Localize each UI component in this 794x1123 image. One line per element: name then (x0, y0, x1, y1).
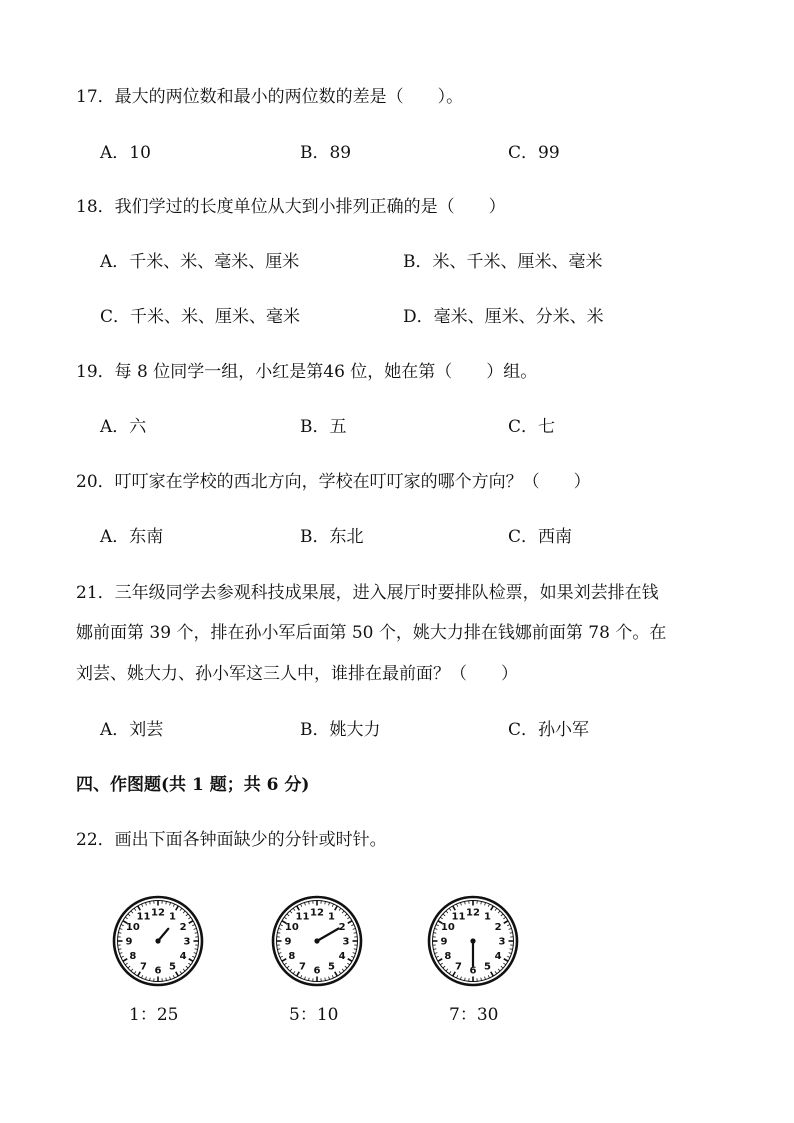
clock-hour-tick (348, 921, 352, 924)
question-20-option-a[interactable]: A．东南 (100, 527, 164, 547)
clock-minute-tick (277, 949, 280, 950)
clock-minute-tick (339, 971, 341, 973)
clock-minute-tick (495, 908, 497, 910)
clock-minute-tick (507, 956, 510, 957)
clock-number: 1 (484, 911, 491, 923)
question-17-stem: 17．最大的两位数和最小的两位数的差是（ ）。 (76, 87, 464, 107)
clock-hour-tick (189, 921, 193, 924)
clock-number: 12 (151, 907, 165, 919)
clock-number: 8 (444, 951, 452, 963)
clock-minute-tick (118, 933, 121, 934)
question-21-option-c[interactable]: C．孙小军 (508, 720, 590, 740)
clock-minute-tick (345, 966, 347, 968)
clock-minute-tick (125, 917, 127, 919)
clock-minute-tick (509, 953, 512, 954)
clock-minute-tick (170, 902, 171, 905)
question-21-stem-line-2: 娜前面第 39 个，排在孙小军后面第 50 个，姚大力排在钱娜前面第 78 个。在 (76, 623, 667, 643)
clock-number: 4 (338, 951, 346, 963)
clock-minute-tick (325, 901, 326, 904)
clock-minute-tick (436, 956, 439, 957)
clock-minute-tick (173, 975, 174, 978)
clock-minute-tick (134, 908, 136, 910)
clock-minute-tick (449, 908, 451, 910)
clock-minute-tick (354, 933, 357, 934)
clock-minute-tick (121, 925, 124, 926)
clock-minute-tick (150, 901, 151, 904)
clock-minute-tick (342, 911, 344, 913)
clock-minute-tick (510, 933, 513, 934)
question-19-option-a[interactable]: A．六 (100, 417, 147, 437)
clock-minute-tick (436, 925, 439, 926)
clock-minute-tick (503, 963, 505, 965)
clock-number: 8 (288, 951, 296, 963)
clock-minute-tick (278, 953, 281, 954)
clock-minute-tick (507, 925, 510, 926)
clock-minute-tick (195, 949, 198, 950)
clock-minute-tick (145, 902, 146, 905)
clock-minute-tick (329, 977, 330, 980)
question-18-stem: 18．我们学过的长度单位从大到小排列正确的是（ ） (76, 197, 506, 217)
clock-minute-tick (145, 977, 146, 980)
clock-minute-tick (446, 911, 448, 913)
clock-label-1: 1：25 (129, 1005, 179, 1025)
clock-minute-tick (290, 969, 292, 971)
clock-minute-tick (128, 914, 130, 916)
clock-minute-tick (293, 908, 295, 910)
clock-minute-tick (166, 901, 167, 904)
clock-minute-tick (501, 966, 503, 968)
clock-number: 10 (125, 922, 140, 934)
clock-minute-tick (186, 914, 188, 916)
clock-minute-tick (293, 971, 295, 973)
clock-minute-tick (304, 977, 305, 980)
clock-minute-tick (503, 917, 505, 919)
clock-minute-hand (317, 929, 339, 942)
clock-number: 7 (140, 961, 147, 973)
clock-minute-tick (434, 928, 437, 929)
question-19-option-c[interactable]: C．七 (508, 417, 556, 437)
clock-face-2[interactable] (271, 895, 363, 987)
clock-minute-tick (501, 914, 503, 916)
clock-hour-tick (504, 921, 508, 924)
clock-number: 1 (169, 911, 176, 923)
clock-minute-tick (351, 925, 354, 926)
clock-minute-tick (481, 978, 482, 981)
clock-number: 5 (169, 961, 176, 973)
question-17-option-a[interactable]: A．10 (100, 143, 151, 163)
clock-hour-tick (189, 959, 193, 962)
clock-hour-tick (176, 972, 179, 976)
clock-minute-tick (131, 969, 133, 971)
clock-label-3: 7：30 (449, 1005, 499, 1025)
clock-hour-tick (123, 959, 127, 962)
clock-minute-tick (280, 956, 283, 957)
question-20-option-c[interactable]: C．西南 (508, 527, 573, 547)
clock-minute-tick (134, 971, 136, 973)
clock-minute-tick (433, 933, 436, 934)
clock-minute-tick (460, 902, 461, 905)
clock-minute-tick (498, 969, 500, 971)
clock-hour-tick (335, 906, 338, 910)
clock-number: 3 (498, 936, 506, 948)
question-18-option-a[interactable]: A．千米、米、毫米、厘米 (100, 252, 300, 272)
question-18-option-b[interactable]: B．米、千米、厘米、毫米 (403, 252, 603, 272)
clock-minute-tick (325, 978, 326, 981)
clock-minute-tick (131, 911, 133, 913)
clock-minute-tick (128, 966, 130, 968)
clock-number: 2 (179, 922, 187, 934)
clock-hour-tick (282, 959, 286, 962)
clock-number: 4 (179, 951, 187, 963)
clock-minute-tick (329, 902, 330, 905)
clock-minute-tick (309, 901, 310, 904)
clock-minute-tick (290, 911, 292, 913)
clock-minute-tick (347, 963, 349, 965)
clock-number: 5 (328, 961, 335, 973)
clock-face-1[interactable] (112, 895, 204, 987)
clock-number: 6 (469, 965, 477, 977)
clock-minute-tick (345, 914, 347, 916)
clock-minute-tick (192, 956, 195, 957)
clock-number: 2 (338, 922, 346, 934)
clock-minute-tick (309, 978, 310, 981)
clock-minute-tick (173, 904, 174, 907)
clock-minute-tick (440, 963, 442, 965)
clock-number: 12 (466, 907, 480, 919)
clock-minute-tick (354, 949, 357, 950)
clock-minute-tick (339, 908, 341, 910)
clock-minute-tick (443, 966, 445, 968)
clock-minute-tick (188, 917, 190, 919)
question-20-stem: 20．叮叮家在学校的西北方向，学校在叮叮家的哪个方向？（ ） (76, 472, 591, 492)
clock-minute-tick (284, 963, 286, 965)
clock-hour-tick (335, 972, 338, 976)
clock-number: 9 (125, 936, 133, 948)
clock-number: 9 (284, 936, 292, 948)
clock-number: 7 (455, 961, 462, 973)
clock-number: 11 (136, 911, 151, 923)
clock-minute-tick (353, 928, 356, 929)
question-21-option-a[interactable]: A．刘芸 (100, 720, 164, 740)
clock-minute-tick (125, 963, 127, 965)
clock-number: 11 (451, 911, 466, 923)
clock-face-3[interactable] (427, 895, 519, 987)
clock-minute-tick (457, 904, 458, 907)
clock-minute-tick (142, 904, 143, 907)
clock-minute-tick (278, 928, 281, 929)
clock-minute-tick (142, 975, 143, 978)
clock-minute-tick (183, 969, 185, 971)
clock-minute-tick (433, 949, 436, 950)
clock-number: 7 (299, 961, 306, 973)
clock-number: 10 (440, 922, 455, 934)
clock-minute-tick (287, 914, 289, 916)
clock-number: 4 (494, 951, 502, 963)
clock-minute-tick (332, 975, 333, 978)
question-22-stem: 22．画出下面各钟面缺少的分针或时针。 (76, 830, 387, 850)
clock-minute-tick (186, 966, 188, 968)
clock-minute-tick (195, 933, 198, 934)
clock-minute-tick (194, 928, 197, 929)
clock-number: 1 (328, 911, 335, 923)
clock-minute-tick (170, 977, 171, 980)
clock-minute-tick (194, 953, 197, 954)
clock-minute-tick (446, 969, 448, 971)
question-20-option-b[interactable]: B．东北 (300, 527, 364, 547)
clock-minute-tick (485, 977, 486, 980)
clock-center-pin (470, 938, 475, 943)
clock-minute-tick (180, 971, 182, 973)
clock-minute-tick (457, 975, 458, 978)
clock-number: 9 (440, 936, 448, 948)
clock-minute-tick (465, 901, 466, 904)
clock-number: 11 (295, 911, 310, 923)
clock-minute-tick (434, 953, 437, 954)
clock-minute-tick (353, 953, 356, 954)
clock-hour-tick (348, 959, 352, 962)
clock-center-pin (155, 938, 160, 943)
clock-minute-tick (121, 956, 124, 957)
clock-minute-tick (301, 904, 302, 907)
clock-minute-tick (192, 925, 195, 926)
clock-number: 3 (342, 936, 350, 948)
clock-minute-tick (440, 917, 442, 919)
clock-minute-tick (287, 966, 289, 968)
clock-minute-tick (443, 914, 445, 916)
clock-minute-tick (277, 933, 280, 934)
clock-hour-tick (491, 972, 494, 976)
clock-minute-tick (119, 953, 122, 954)
clock-number: 6 (313, 965, 321, 977)
question-21-option-b[interactable]: B．姚大力 (300, 720, 381, 740)
clock-hour-tick (491, 906, 494, 910)
question-21-stem-line-1: 21．三年级同学去参观科技成果展，进入展厅时要排队检票，如果刘芸排在钱 (76, 583, 659, 603)
clock-number: 12 (310, 907, 324, 919)
clock-minute-tick (449, 971, 451, 973)
clock-minute-tick (183, 911, 185, 913)
clock-minute-tick (488, 904, 489, 907)
clock-minute-tick (188, 963, 190, 965)
question-21-stem-line-3: 刘芸、姚大力、孙小军这三人中，谁排在最前面？（ ） (76, 664, 518, 684)
question-17-option-b[interactable]: B．89 (300, 143, 352, 163)
clock-minute-tick (301, 975, 302, 978)
clock-minute-tick (342, 969, 344, 971)
clock-minute-tick (495, 971, 497, 973)
clock-minute-tick (150, 978, 151, 981)
question-18-option-c[interactable]: C．千米、米、厘米、毫米 (100, 307, 301, 327)
question-18-option-d[interactable]: D．毫米、厘米、分米、米 (403, 307, 604, 327)
clock-minute-tick (284, 917, 286, 919)
clock-minute-tick (304, 902, 305, 905)
clock-minute-tick (280, 925, 283, 926)
clock-minute-tick (332, 904, 333, 907)
clock-hour-tick (438, 959, 442, 962)
question-19-stem: 19．每 8 位同学一组，小红是第46 位，她在第（ ）组。 (76, 362, 538, 382)
clock-minute-tick (510, 949, 513, 950)
clock-hour-tick (176, 906, 179, 910)
clock-minute-tick (509, 928, 512, 929)
clock-center-pin (314, 938, 319, 943)
clock-hour-tick (504, 959, 508, 962)
clock-number: 5 (484, 961, 491, 973)
clock-minute-tick (180, 908, 182, 910)
clock-hour-tick (138, 906, 141, 910)
clock-minute-tick (485, 902, 486, 905)
clock-minute-tick (351, 956, 354, 957)
clock-minute-tick (488, 975, 489, 978)
clock-number: 10 (284, 922, 299, 934)
clock-number: 6 (154, 965, 162, 977)
clock-number: 8 (129, 951, 137, 963)
clock-label-2: 5：10 (289, 1005, 339, 1025)
clock-minute-tick (166, 978, 167, 981)
clock-minute-tick (498, 911, 500, 913)
clock-minute-tick (481, 901, 482, 904)
clock-minute-tick (118, 949, 121, 950)
section-heading: 四、作图题(共 1 题；共 6 分) (76, 775, 310, 795)
clock-minute-tick (465, 978, 466, 981)
question-17-option-c[interactable]: C．99 (508, 143, 560, 163)
question-19-option-b[interactable]: B．五 (300, 417, 347, 437)
clock-minute-tick (119, 928, 122, 929)
clock-number: 3 (183, 936, 191, 948)
clock-number: 2 (494, 922, 502, 934)
clock-minute-tick (347, 917, 349, 919)
clock-hour-tick (453, 906, 456, 910)
clock-minute-tick (460, 977, 461, 980)
clock-hour-tick (297, 906, 300, 910)
